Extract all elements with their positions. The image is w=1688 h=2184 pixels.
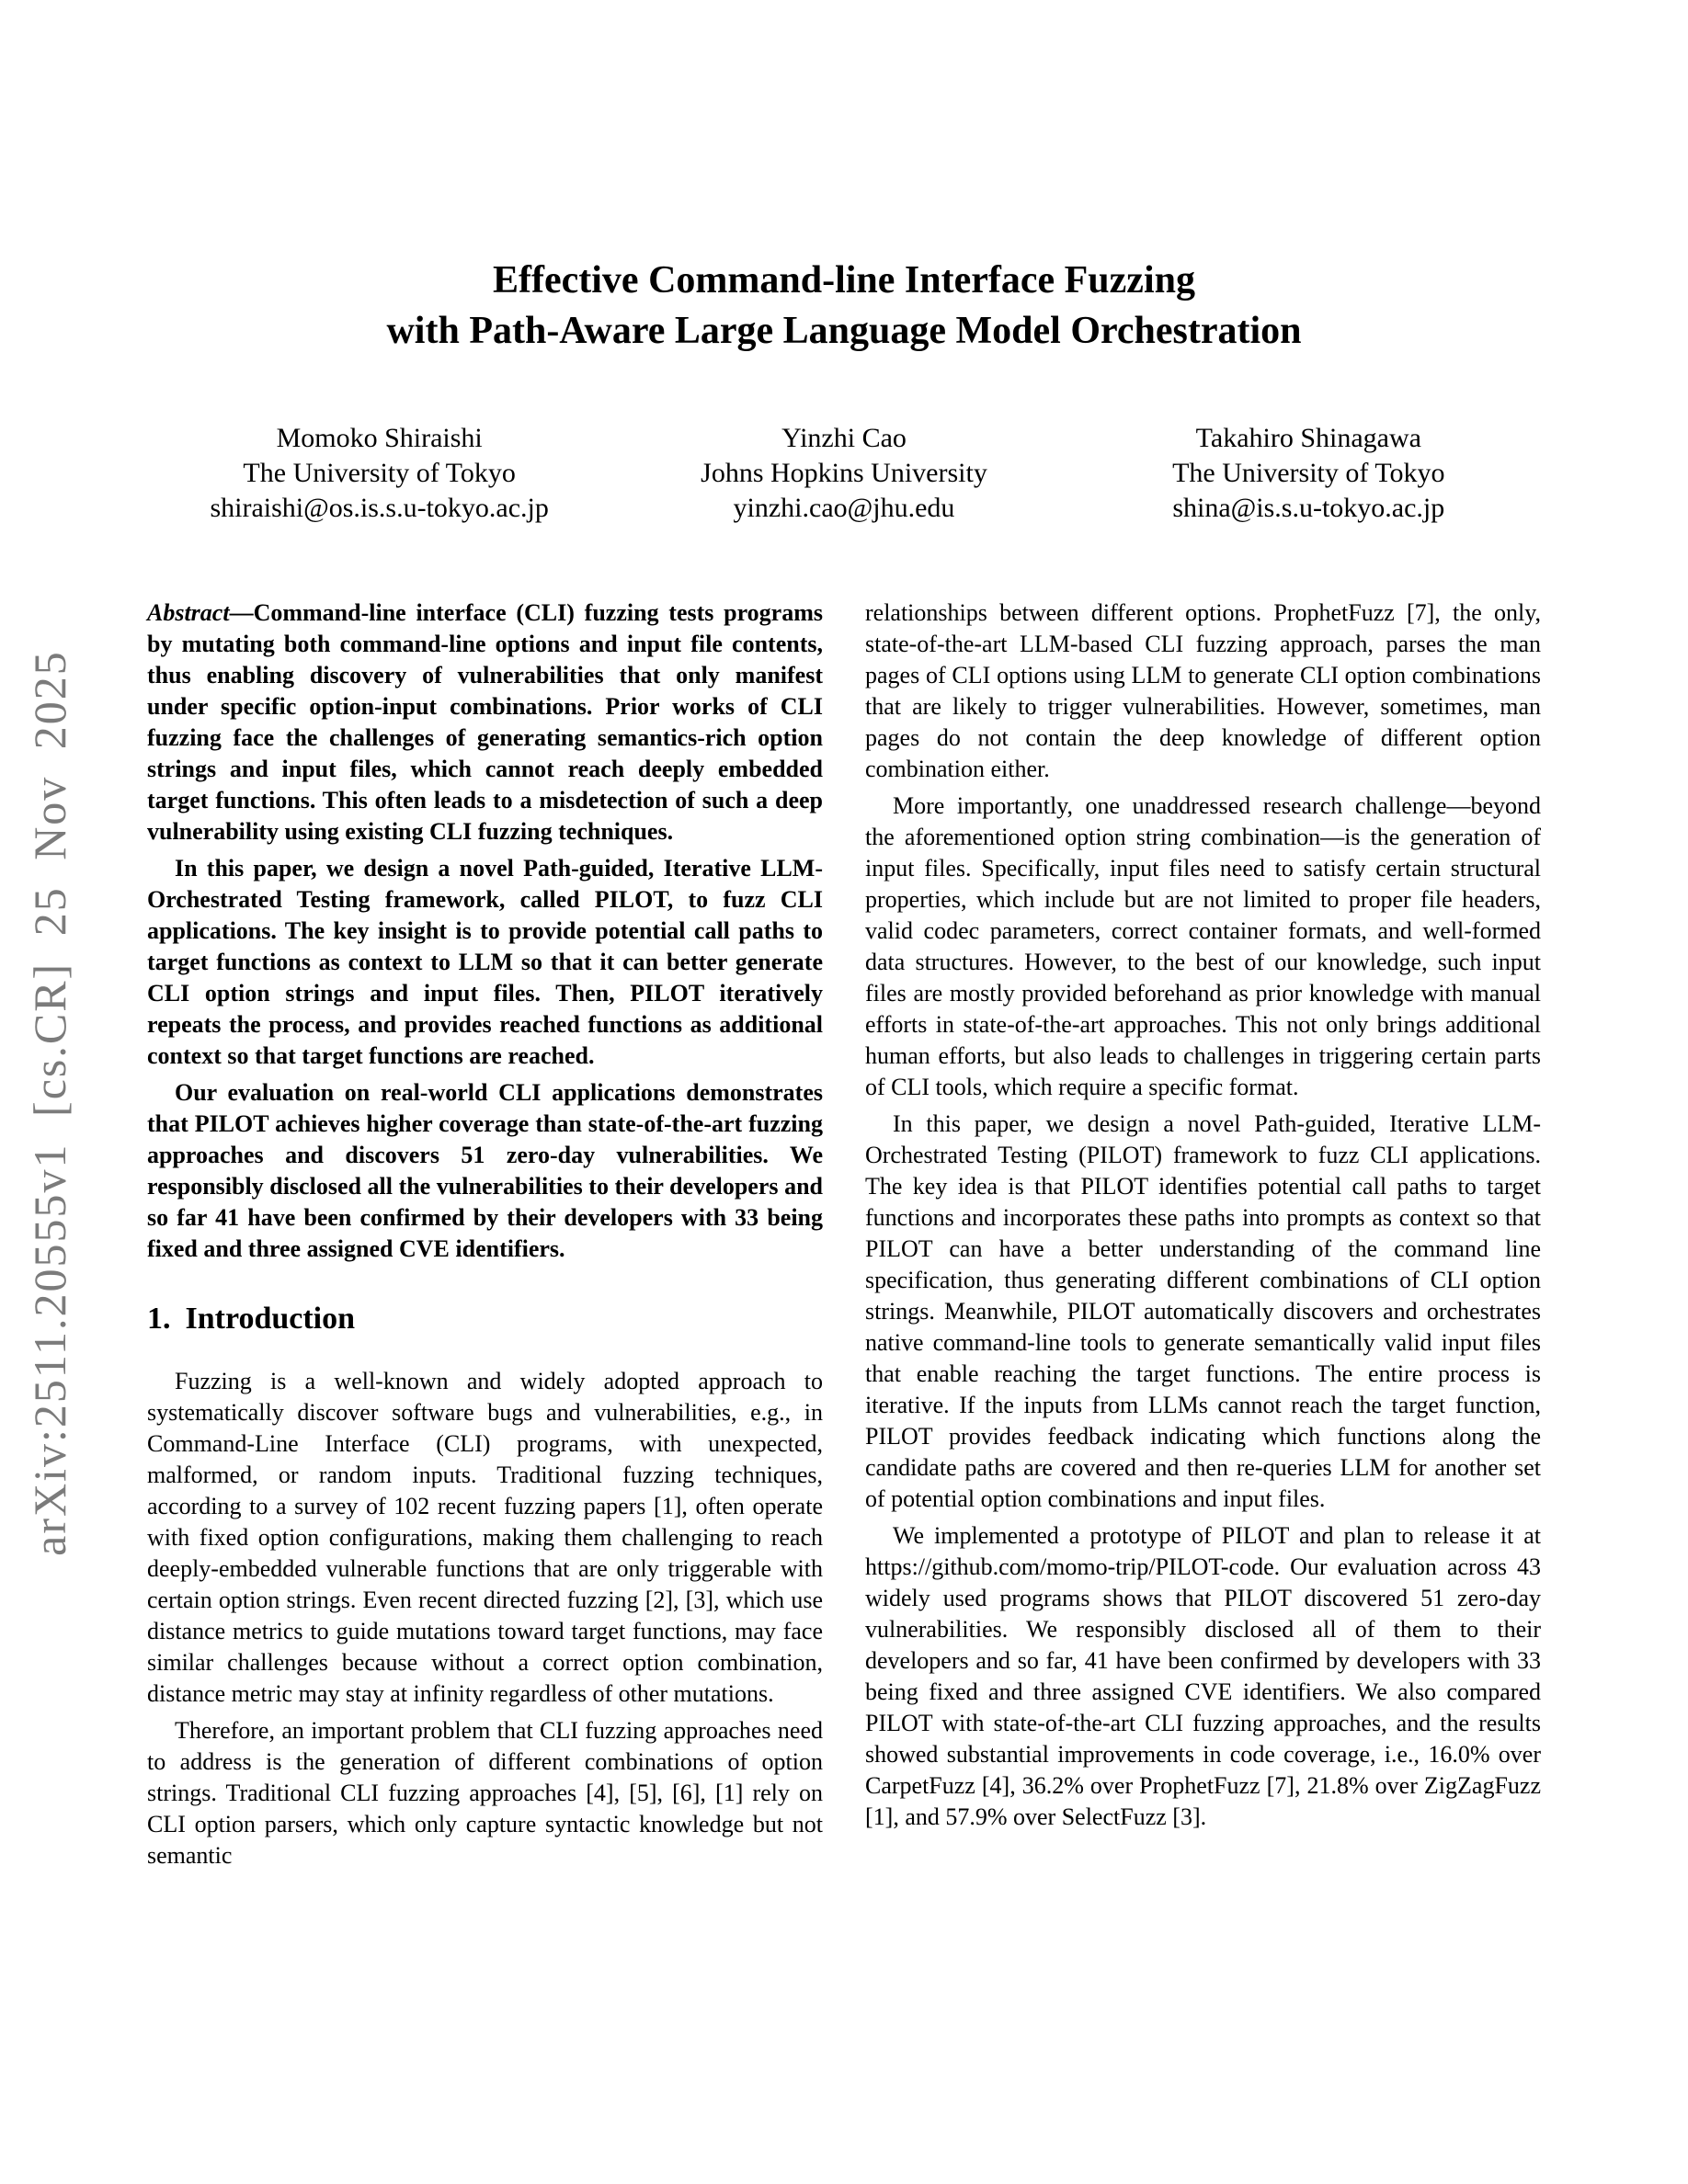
author-block — [147, 421, 1541, 526]
abstract-paragraph: In this paper, we design a novel Path-guided, Iterative LLM-Orchestrated Testing framework, called PILOT, to fuzz CLI applications. The key insight is to provide potential call paths to target functions as context to LLM so that it can better generate CLI option strings and input files. Then, PILOT iteratively repeats the process, and provides reached functions as additional context so that target functions are reached. — [147, 855, 823, 1069]
section-heading-introduction — [147, 1302, 823, 1337]
author-card — [147, 421, 611, 526]
author-name: Yinzhi Cao — [781, 423, 907, 453]
author-affiliation: Johns Hopkins University — [701, 458, 987, 488]
right-column — [865, 597, 1541, 1877]
section-title: Introduction — [185, 1302, 356, 1336]
author-affiliation: The University of Tokyo — [243, 458, 516, 488]
abstract-paragraph: Our evaluation on real-world CLI applications demonstrates that PILOT achieves higher coverage than state-of-the-art fuzzing approaches and discovers 51 zero-day vulnerabilities. We responsibly disclosed all the vulnerabilities to their developers and so far 41 have been confirmed by their developers with 33 being fixed and three assigned CVE identifiers. — [147, 1079, 823, 1262]
intro-paragraph: In this paper, we design a novel Path-guided, Iterative LLM-Orchestrated Testing (PILOT) framework to fuzz CLI applications. The key idea is that PILOT identifies potential call paths to target functions and incorporates these paths into prompts as context so that PILOT can have a better understanding of the command line specification, thus generating different combinations of CLI option strings. Meanwhile, PILOT automatically discovers and orchestrates native command-line tools to generate semantically valid input files that enable reaching the target functions. The entire process is iterative. If the inputs from LLMs cannot reach the target function, PILOT provides feedback indicating which functions along the candidate paths are covered and then re-queries LLM for another set of potential option combinations and input files. — [865, 1110, 1541, 1512]
intro-paragraph: Therefore, an important problem that CLI fuzzing approaches need to address is the generation of different combinations of option strings. Traditional CLI fuzzing approaches [4], [5], [6], [1] rely on CLI option parsers, which only capture syntactic knowledge but not semantic — [147, 1717, 823, 1869]
author-email: yinzhi.cao@jhu.edu — [733, 493, 955, 523]
abstract-paragraph — [147, 597, 823, 847]
intro-paragraph: Fuzzing is a well-known and widely adopted approach to systematically discover software bugs and vulnerabilities, e.g., in Command-Line Interface (CLI) programs, with unexpected, malformed, or random inputs. Traditional fuzzing techniques, according to a survey of 102 recent fuzzing papers [1], often operate with fixed option configurations, making them challenging to reach deeply-embedded vulnerable functions that are only triggerable with certain option strings. Even recent directed fuzzing [2], [3], which use distance metrics to guide mutations toward target functions, may face similar challenges because without a correct option combination, distance metric may stay at infinity regardless of other mutations. — [147, 1368, 823, 1707]
paper-title-line1: Effective Command-line Interface Fuzzing — [493, 259, 1195, 301]
author-affiliation: The University of Tokyo — [1172, 458, 1445, 488]
author-name: Takahiro Shinagawa — [1195, 423, 1421, 453]
author-email: shiraishi@os.is.s.u-tokyo.ac.jp — [210, 493, 549, 523]
two-column-body — [147, 597, 1541, 1877]
paper-title — [0, 256, 1688, 357]
paper-title-line2: with Path-Aware Large Language Model Orchestration — [386, 310, 1302, 352]
abstract-label: Abstract — [147, 599, 230, 626]
section-number: 1. — [147, 1302, 171, 1336]
abstract-text: —Command-line interface (CLI) fuzzing tests programs by mutating both command-line options and input file contents, thus enabling discovery of vulnerabilities that only manifest under specific option-input combinations. Prior works of CLI fuzzing face the challenges of generating semantics-rich option strings and input files, which cannot reach deeply embedded target functions. This often leads to a misdetection of such a deep vulnerability using existing CLI fuzzing techniques. — [147, 599, 823, 845]
intro-paragraph-continuation: relationships between different options. ProphetFuzz [7], the only, state-of-the-art LLM-based CLI fuzzing approach, parses the man pages of CLI options using LLM to generate CLI option combinations that are likely to trigger vulnerabilities. However, sometimes, man pages do not contain the deep knowledge of different option combination either. — [865, 599, 1541, 782]
intro-paragraph: We implemented a prototype of PILOT and plan to release it at https://github.com/momo-trip/PILOT-code. Our evaluation across 43 widely used programs shows that PILOT discovered 51 zero-day vulnerabilities. We responsibly disclosed all of them to their developers and so far, 41 have been confirmed by developers with 33 being fixed and three assigned CVE identifiers. We also compared PILOT with state-of-the-art CLI fuzzing approaches, and the results showed substantial improvements in code coverage, i.e., 16.0% over CarpetFuzz [4], 36.2% over ProphetFuzz [7], 21.8% over ZigZagFuzz [1], and 57.9% over SelectFuzz [3]. — [865, 1522, 1541, 1830]
author-name: Momoko Shiraishi — [276, 423, 483, 453]
arxiv-watermark: arXiv:2511.20555v1 [cs.CR] 25 Nov 2025 — [24, 650, 75, 1556]
author-email: shina@is.s.u-tokyo.ac.jp — [1172, 493, 1445, 523]
intro-paragraph: More importantly, one unaddressed research challenge—beyond the aforementioned option string combination—is the generation of input files. Specifically, input files need to satisfy certain structural properties, which include but are not limited to proper file headers, valid codec parameters, correct container formats, and well-formed data structures. However, to the best of our knowledge, such input files are mostly provided beforehand as prior knowledge with manual efforts in state-of-the-art approaches. This not only brings additional human efforts, but also leads to challenges in triggering certain parts of CLI tools, which require a specific format. — [865, 792, 1541, 1100]
author-card — [611, 421, 1076, 526]
left-column — [147, 597, 823, 1877]
author-card — [1077, 421, 1541, 526]
